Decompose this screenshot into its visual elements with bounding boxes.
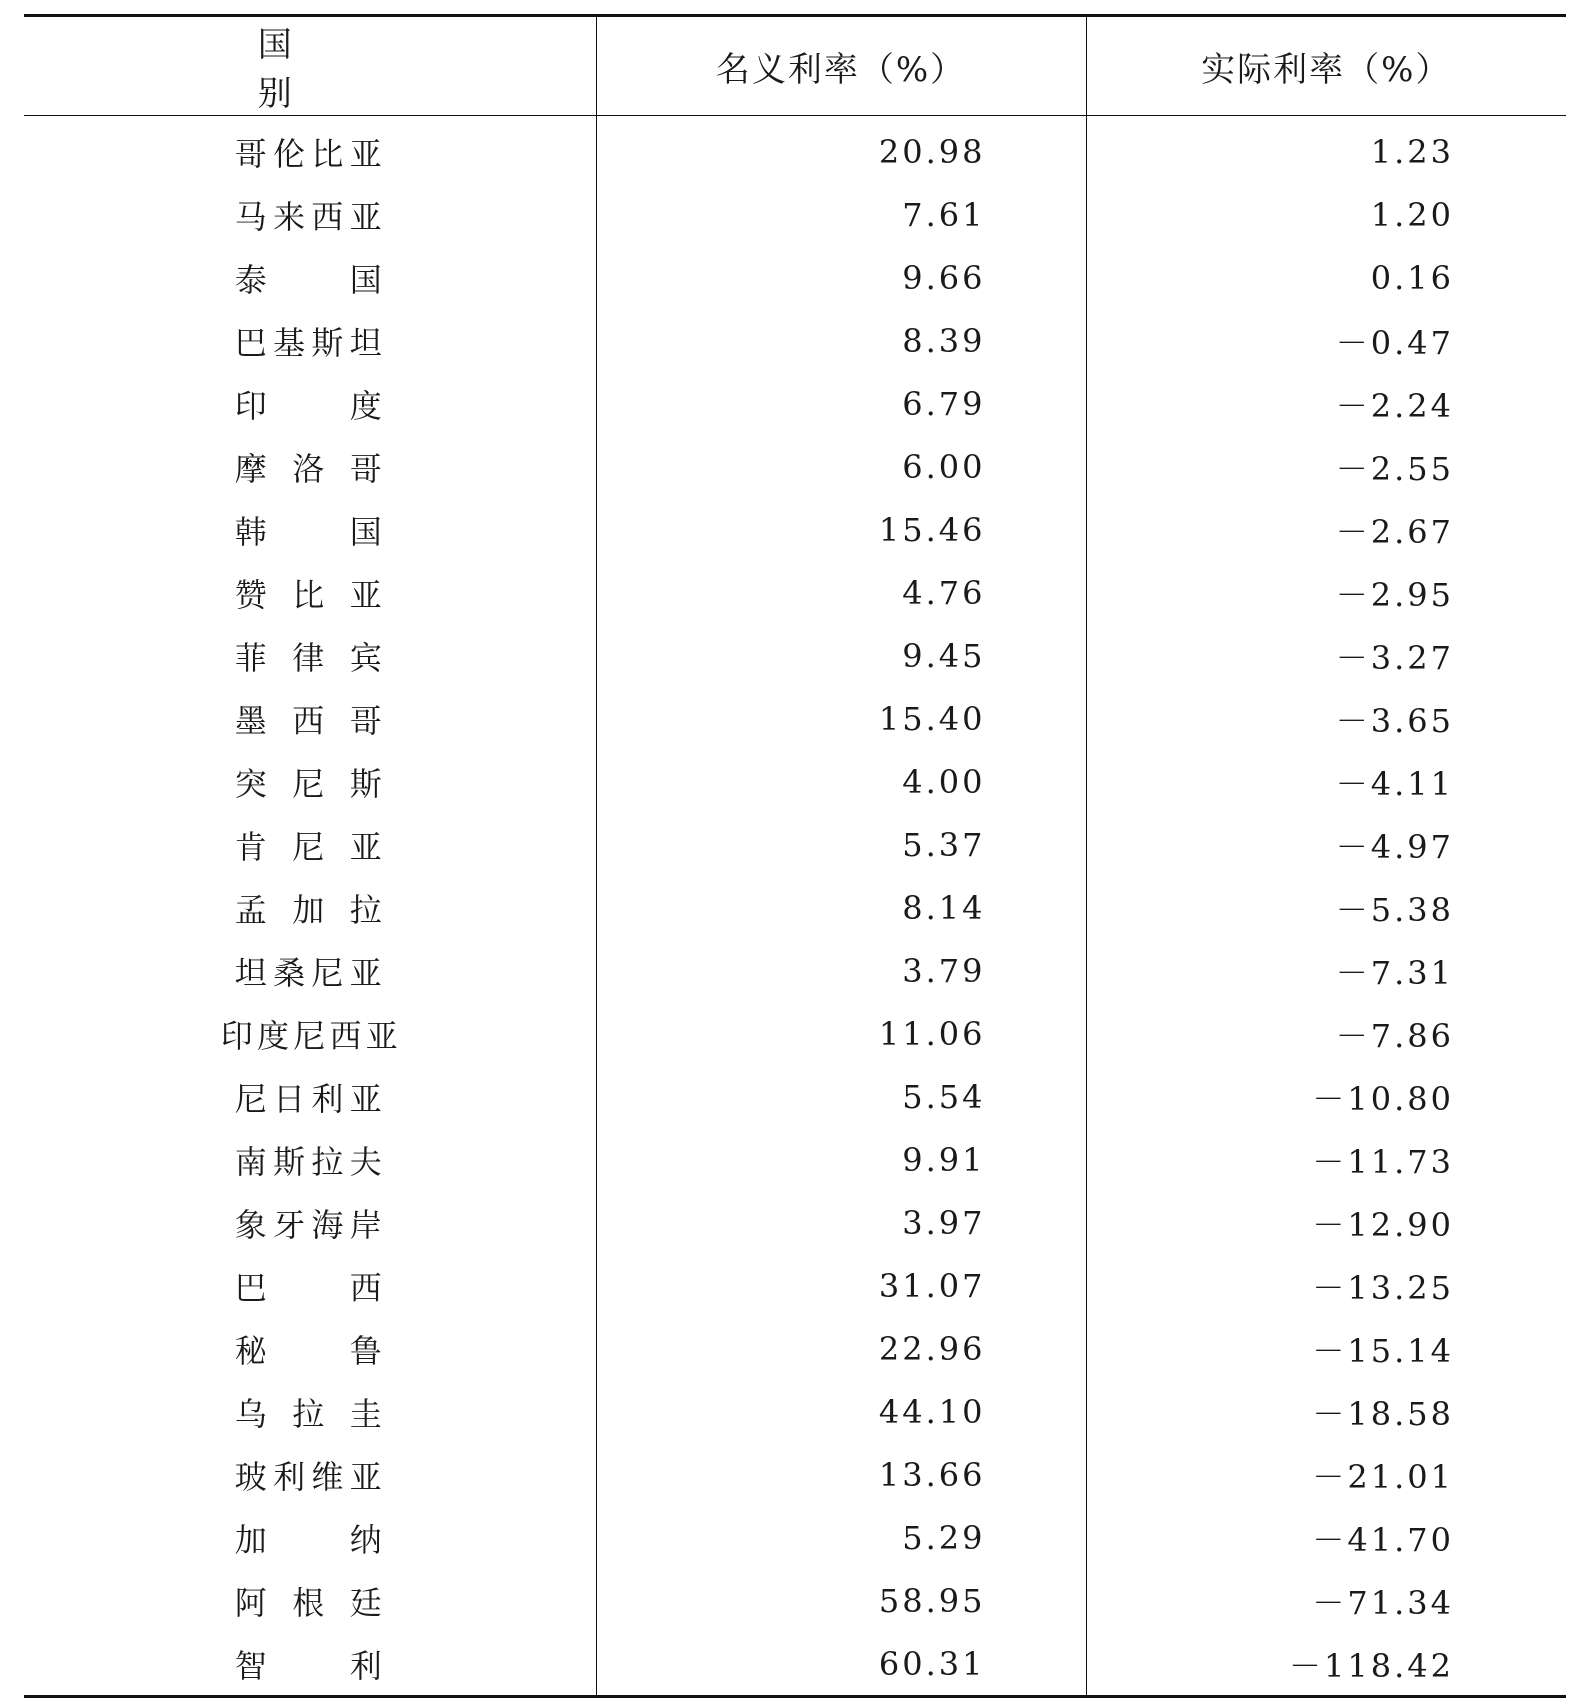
country-cell	[24, 498, 596, 561]
real-rate-cell: －15.14	[1086, 1317, 1566, 1380]
nominal-rate-cell: 5.29	[596, 1506, 1086, 1569]
real-rate-cell: －41.70	[1086, 1506, 1566, 1569]
header-country: 国 别	[257, 25, 330, 114]
table-row	[24, 876, 1566, 939]
country-cell	[24, 939, 596, 1002]
country-name: 韩 国	[234, 512, 385, 551]
nominal-rate-cell: 8.14	[596, 876, 1086, 939]
header-nominal-rate: 名义利率（%）	[596, 16, 1086, 116]
country-name: 阿根廷	[234, 1583, 385, 1622]
country-name: 乌拉圭	[234, 1394, 385, 1433]
country-cell	[24, 372, 596, 435]
real-rate-cell: －5.38	[1086, 876, 1566, 939]
country-cell	[24, 624, 596, 687]
nominal-rate-cell: 5.54	[596, 1065, 1086, 1128]
country-name: 尼日利亚	[234, 1079, 385, 1118]
country-name: 摩洛哥	[234, 449, 385, 488]
table-row	[24, 561, 1566, 624]
country-cell	[24, 309, 596, 372]
country-cell	[24, 1128, 596, 1191]
country-name: 智 利	[234, 1646, 385, 1685]
table-row	[24, 813, 1566, 876]
header-row	[24, 16, 1566, 116]
country-cell	[24, 1569, 596, 1632]
table-row	[24, 624, 1566, 687]
real-rate-cell: 0.16	[1086, 246, 1566, 309]
nominal-rate-cell: 8.39	[596, 309, 1086, 372]
header-real-rate: 实际利率（%）	[1086, 16, 1566, 116]
nominal-rate-cell: 9.66	[596, 246, 1086, 309]
country-name: 印 度	[234, 386, 385, 425]
country-name: 菲律宾	[234, 638, 385, 677]
country-cell	[24, 813, 596, 876]
nominal-rate-cell: 9.91	[596, 1128, 1086, 1191]
nominal-rate-cell: 7.61	[596, 183, 1086, 246]
country-name: 哥伦比亚	[234, 134, 385, 173]
country-name: 印度尼西亚	[220, 1016, 399, 1055]
table-row	[24, 1254, 1566, 1317]
nominal-rate-cell: 60.31	[596, 1632, 1086, 1697]
real-rate-cell: －4.97	[1086, 813, 1566, 876]
interest-rate-table	[24, 14, 1566, 1698]
country-name: 象牙海岸	[234, 1205, 385, 1244]
country-name: 墨西哥	[234, 701, 385, 740]
country-name: 突尼斯	[234, 764, 385, 803]
nominal-rate-cell: 31.07	[596, 1254, 1086, 1317]
real-rate-cell: －11.73	[1086, 1128, 1566, 1191]
real-rate-cell: －7.86	[1086, 1002, 1566, 1065]
table-row	[24, 309, 1566, 372]
table-row	[24, 1443, 1566, 1506]
table-row	[24, 498, 1566, 561]
interest-rate-table-container	[24, 14, 1566, 1698]
nominal-rate-cell: 13.66	[596, 1443, 1086, 1506]
country-name: 秘 鲁	[234, 1331, 385, 1370]
real-rate-cell: －18.58	[1086, 1380, 1566, 1443]
nominal-rate-cell: 58.95	[596, 1569, 1086, 1632]
country-cell	[24, 1443, 596, 1506]
table-header	[24, 16, 1566, 116]
real-rate-cell: 1.20	[1086, 183, 1566, 246]
table-row	[24, 750, 1566, 813]
country-name: 肯尼亚	[234, 827, 385, 866]
real-rate-cell: －0.47	[1086, 309, 1566, 372]
real-rate-cell: －118.42	[1086, 1632, 1566, 1697]
country-name: 加 纳	[234, 1520, 385, 1559]
country-cell	[24, 1317, 596, 1380]
country-name: 马来西亚	[234, 197, 385, 236]
table-row	[24, 687, 1566, 750]
country-name: 赞比亚	[234, 575, 385, 614]
table-row	[24, 939, 1566, 1002]
real-rate-cell: －21.01	[1086, 1443, 1566, 1506]
table-row	[24, 183, 1566, 246]
country-name: 南斯拉夫	[234, 1142, 385, 1181]
nominal-rate-cell: 4.00	[596, 750, 1086, 813]
nominal-rate-cell: 6.00	[596, 435, 1086, 498]
real-rate-cell: －71.34	[1086, 1569, 1566, 1632]
country-name: 孟加拉	[234, 890, 385, 929]
country-cell	[24, 1380, 596, 1443]
country-cell	[24, 246, 596, 309]
country-cell	[24, 435, 596, 498]
table-row	[24, 1128, 1566, 1191]
table-row	[24, 372, 1566, 435]
table-row	[24, 1632, 1566, 1697]
country-name: 巴 西	[234, 1268, 385, 1307]
real-rate-cell: －2.55	[1086, 435, 1566, 498]
table-row	[24, 1191, 1566, 1254]
real-rate-cell: －13.25	[1086, 1254, 1566, 1317]
country-cell	[24, 687, 596, 750]
nominal-rate-cell: 22.96	[596, 1317, 1086, 1380]
table-row	[24, 1065, 1566, 1128]
table-row	[24, 1569, 1566, 1632]
real-rate-cell: －3.27	[1086, 624, 1566, 687]
nominal-rate-cell: 9.45	[596, 624, 1086, 687]
real-rate-cell: －2.67	[1086, 498, 1566, 561]
real-rate-cell: －4.11	[1086, 750, 1566, 813]
table-row	[24, 246, 1566, 309]
country-cell	[24, 116, 596, 184]
country-cell	[24, 183, 596, 246]
real-rate-cell: －3.65	[1086, 687, 1566, 750]
table-row	[24, 1002, 1566, 1065]
table-body	[24, 116, 1566, 1697]
country-cell	[24, 1632, 596, 1697]
country-name: 巴基斯坦	[234, 323, 385, 362]
nominal-rate-cell: 15.46	[596, 498, 1086, 561]
table-row	[24, 435, 1566, 498]
nominal-rate-cell: 15.40	[596, 687, 1086, 750]
country-cell	[24, 1002, 596, 1065]
country-name: 泰 国	[234, 260, 385, 299]
table-row	[24, 1506, 1566, 1569]
nominal-rate-cell: 44.10	[596, 1380, 1086, 1443]
real-rate-cell: －7.31	[1086, 939, 1566, 1002]
nominal-rate-cell: 20.98	[596, 116, 1086, 184]
country-name: 玻利维亚	[234, 1457, 385, 1496]
real-rate-cell: －2.95	[1086, 561, 1566, 624]
table-row	[24, 1317, 1566, 1380]
nominal-rate-cell: 5.37	[596, 813, 1086, 876]
table-row	[24, 1380, 1566, 1443]
real-rate-cell: －12.90	[1086, 1191, 1566, 1254]
country-cell	[24, 1254, 596, 1317]
real-rate-cell: 1.23	[1086, 116, 1566, 184]
real-rate-cell: －10.80	[1086, 1065, 1566, 1128]
country-name: 坦桑尼亚	[234, 953, 385, 992]
table-row	[24, 116, 1566, 184]
nominal-rate-cell: 6.79	[596, 372, 1086, 435]
nominal-rate-cell: 3.97	[596, 1191, 1086, 1254]
country-cell	[24, 1065, 596, 1128]
country-cell	[24, 1191, 596, 1254]
nominal-rate-cell: 3.79	[596, 939, 1086, 1002]
country-cell	[24, 1506, 596, 1569]
nominal-rate-cell: 11.06	[596, 1002, 1086, 1065]
country-cell	[24, 876, 596, 939]
country-cell	[24, 561, 596, 624]
nominal-rate-cell: 4.76	[596, 561, 1086, 624]
real-rate-cell: －2.24	[1086, 372, 1566, 435]
country-cell	[24, 750, 596, 813]
